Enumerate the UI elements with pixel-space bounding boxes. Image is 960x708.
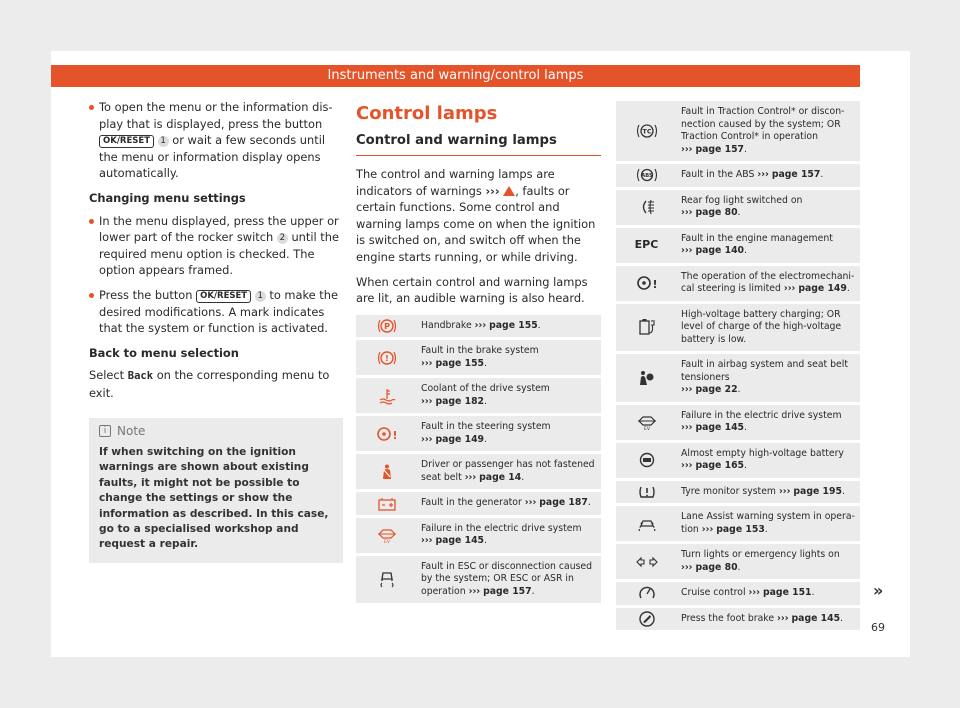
section-title: Control lamps: [356, 103, 498, 124]
foot-brake-icon: [618, 610, 675, 628]
note-text: If when switching on the ignition warnings are shown about existing faults, it might not be possible to change the settings or show the information as described. In this case, go to a specialised workshop and request a repair.: [99, 445, 329, 551]
table-row: Cruise control ››› page 151.: [616, 581, 860, 607]
table-row: Fault in ESC or disconnection caused by the system; OR ESC or ASR in operation ››› page 157.: [356, 554, 601, 605]
instruction-bullet-rocker: In the menu displayed, press the upper or lower part of the rocker switch 2 until the required menu option is checked. The option appears framed.: [89, 213, 343, 279]
steering-fault-icon: [358, 425, 415, 443]
epc-icon: EPC: [634, 237, 659, 251]
handbrake-icon: [358, 317, 415, 335]
lane-assist-icon: [618, 515, 675, 533]
middle-column: [356, 99, 601, 606]
table-row: ! The operation of the electromechanical steering is limited ››› page 149.: [616, 264, 860, 302]
table-row: EPC Fault in the engine management ››› page 140.: [616, 226, 860, 264]
brake-fault-icon: [358, 349, 415, 367]
table-row: Driver or passenger has not fastened seat belt ››› page 14.: [356, 453, 601, 491]
table-row: ! Fault in the steering system ››› page 149.: [356, 415, 601, 453]
tyre-monitor-icon: [618, 483, 675, 501]
generator-icon: [358, 495, 415, 513]
esc-icon: [358, 570, 415, 590]
warning-triangle-icon: [503, 186, 515, 196]
cruise-control-icon: [618, 584, 675, 602]
back-label: Back: [127, 370, 154, 383]
note-title: Note: [117, 423, 146, 438]
ok-reset-key: OK/RESET: [99, 135, 154, 148]
table-row: TC Fault in Traction Control* or disconnection caused by the system; OR Traction Control* in operation ››› page 157.: [616, 101, 860, 163]
manual-page: [51, 51, 910, 657]
info-icon: i: [99, 425, 111, 437]
table-row: Lane Assist warning system in operation ››› page 153.: [616, 505, 860, 543]
instruction-bullet-modify: Press the button OK/RESET 1 to make the desired modifications. A mark indicates that the system or function is activated.: [89, 287, 343, 337]
battery-charging-icon: [618, 317, 675, 337]
table-row: Almost empty high-voltage battery ››› page 165.: [616, 441, 860, 479]
callout-number: 1: [158, 136, 169, 147]
left-column: [89, 99, 343, 563]
subheading-back: Back to menu selection: [89, 345, 239, 360]
traction-control-icon: [618, 122, 675, 140]
lamp-table-left: [356, 315, 601, 607]
svg-text:EV: EV: [643, 427, 650, 431]
table-row: Coolant of the drive system ››› page 182.: [356, 377, 601, 415]
subheading-changing-settings: Changing menu settings: [89, 190, 246, 205]
svg-text:!: !: [391, 428, 398, 442]
svg-text:!: !: [651, 278, 658, 291]
airbag-icon: [618, 369, 675, 387]
table-row: Tyre monitor system ››› page 195.: [616, 479, 860, 505]
audible-warning-paragraph: When certain control and warning lamps are lit, an audible warning is also heard.: [356, 274, 588, 306]
svg-text:TC: TC: [641, 127, 652, 136]
seatbelt-icon: [358, 463, 415, 481]
empty-battery-icon: [618, 451, 675, 469]
turn-signal-icon: [618, 555, 675, 569]
callout-number: 1: [255, 291, 266, 302]
table-row: Rear fog light switched on ››› page 80.: [616, 188, 860, 226]
table-row: Fault in airbag system and seat belt tensioners ››› page 22.: [616, 353, 860, 404]
continue-marker: »: [873, 581, 884, 600]
note-box: [89, 418, 343, 563]
electromechanical-steering-icon: [618, 274, 675, 292]
table-row: ABS Fault in the ABS ››› page 157.: [616, 163, 860, 189]
section-subtitle: Control and warning lamps: [356, 131, 601, 156]
svg-text:!: !: [384, 353, 389, 363]
table-row: ! Fault in the brake system ››› page 155.: [356, 339, 601, 377]
table-row: P Handbrake ››› page 155.: [356, 315, 601, 339]
table-row: Press the foot brake ››› page 145.: [616, 606, 860, 632]
instruction-bullet-open-menu: To open the menu or the information display that is displayed, press the button OK/RESET 1 or wait a few seconds until the menu or information display opens automatically.: [89, 99, 343, 182]
svg-text:P: P: [383, 322, 390, 331]
page-header: Instruments and warning/control lamps: [51, 65, 860, 87]
page-number: 69: [871, 621, 885, 634]
ok-reset-key: OK/RESET: [196, 290, 251, 303]
coolant-icon: [358, 387, 415, 405]
lamp-table-right: [616, 101, 860, 633]
callout-number: 2: [277, 233, 288, 244]
abs-icon: [618, 167, 675, 183]
electric-drive-icon: [618, 413, 675, 431]
table-row: Turn lights or emergency lights on ››› page 80.: [616, 543, 860, 581]
table-row: EV Failure in the electric drive system ››› page 145.: [356, 516, 601, 554]
svg-text:EV: EV: [383, 540, 390, 545]
table-row: High-voltage battery charging; OR level of charge of the high-voltage battery is low.: [616, 302, 860, 353]
table-row: Fault in the generator ››› page 187.: [356, 491, 601, 517]
rear-fog-icon: [618, 198, 675, 216]
electric-drive-icon: [358, 526, 415, 544]
right-column: [616, 101, 860, 633]
intro-paragraph: The control and warning lamps are indicators of warnings ››› , faults or certain functions. Some control and warning lamps come on when the ignition is switched on, and switch off when the engine starts running, or while driving.: [356, 167, 596, 264]
back-paragraph: Select Back on the corresponding menu to exit.: [89, 368, 330, 400]
svg-text:ABS: ABS: [640, 173, 653, 180]
table-row: EV Failure in the electric drive system ››› page 145.: [616, 403, 860, 441]
